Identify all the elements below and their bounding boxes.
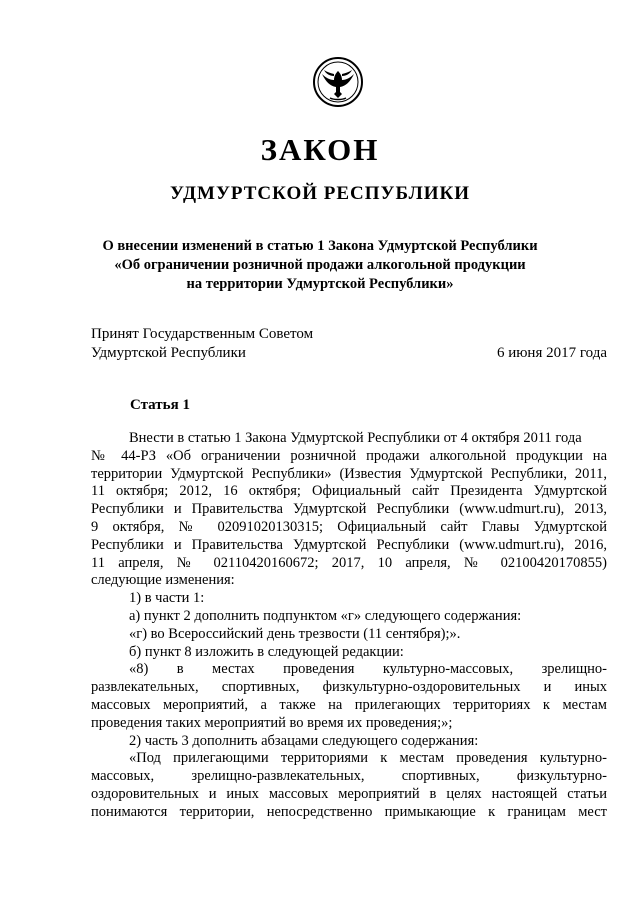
law-name-line: «Об ограничении розничной продажи алкогольной продукции xyxy=(114,257,526,273)
body-line: а) пункт 2 дополнить подпунктом «г» следующего содержания: xyxy=(129,607,522,624)
law-name-line: О внесении изменений в статью 1 Закона Удмуртской Республики xyxy=(102,238,538,254)
body-line: 11 апреля, № 02110420160672; 2017, 10 апреля, № 02100420170855) xyxy=(91,554,607,571)
law-subtitle: УДМУРТСКОЙ РЕСПУБЛИКИ xyxy=(169,183,471,204)
adoption-block xyxy=(91,325,611,363)
body-line: № 44-РЗ «Об ограничении розничной продажи алкогольной продукции на xyxy=(91,447,607,464)
coat-of-arms-emblem xyxy=(312,56,364,108)
law-name xyxy=(60,237,580,294)
body-line: Республики и Правительства Удмуртской Республики (www.udmurt.ru), 2016, xyxy=(91,536,607,553)
body-line: 9 октября, № 02091020130315; Официальный сайт Главы Удмуртской xyxy=(91,518,607,535)
body-line: «г) во Всероссийский день трезвости (11 сентября);». xyxy=(129,625,461,642)
body-line: «Под прилегающими территориями к местам проведения культурно- xyxy=(129,750,607,767)
body-line: 11 октября; 2012, 16 октября; Официальный сайт Президента Удмуртской xyxy=(91,483,607,500)
body-line: проведения таких мероприятий во время их проведения;»; xyxy=(91,714,453,731)
adoption-line: Принят Государственным Советом xyxy=(91,326,314,342)
body-line: массовых мероприятий, а также на прилегающих территориях к местам xyxy=(91,696,607,713)
body-line: развлекательных, спортивных, физкультурно-оздоровительных и иных xyxy=(91,679,607,696)
body-line: б) пункт 8 изложить в следующей редакции: xyxy=(129,643,404,660)
article-body xyxy=(91,430,607,822)
adoption-date: 6 июня 2017 года xyxy=(496,345,607,361)
body-line: оздоровительных и иных массовых мероприятий в целях настоящей статьи xyxy=(91,785,607,802)
law-name-line: на территории Удмуртской Республики» xyxy=(186,276,454,292)
body-line: следующие изменения: xyxy=(91,572,235,589)
body-line: понимаются территории, непосредственно примыкающие к границам мест xyxy=(91,803,607,820)
article-heading: Статья 1 xyxy=(130,397,190,413)
adoption-line: Удмуртской Республики xyxy=(91,345,246,361)
body-line: территории Удмуртской Республики» (Известия Удмуртской Республики, 2011, xyxy=(91,465,607,482)
body-line: 1) в части 1: xyxy=(129,590,205,607)
law-title: ЗАКОН xyxy=(260,132,380,167)
body-line: «8) в местах проведения культурно-массовых, зрелищно- xyxy=(129,661,607,678)
body-line: 2) часть 3 дополнить абзацами следующего содержания: xyxy=(129,732,479,749)
body-line: массовых, зрелищно-развлекательных, спортивных, физкультурно- xyxy=(91,768,607,785)
body-line: Республики и Правительства Удмуртской Республики (www.udmurt.ru), 2013, xyxy=(91,501,607,518)
body-line: Внести в статью 1 Закона Удмуртской Республики от 4 октября 2011 года xyxy=(129,430,582,446)
